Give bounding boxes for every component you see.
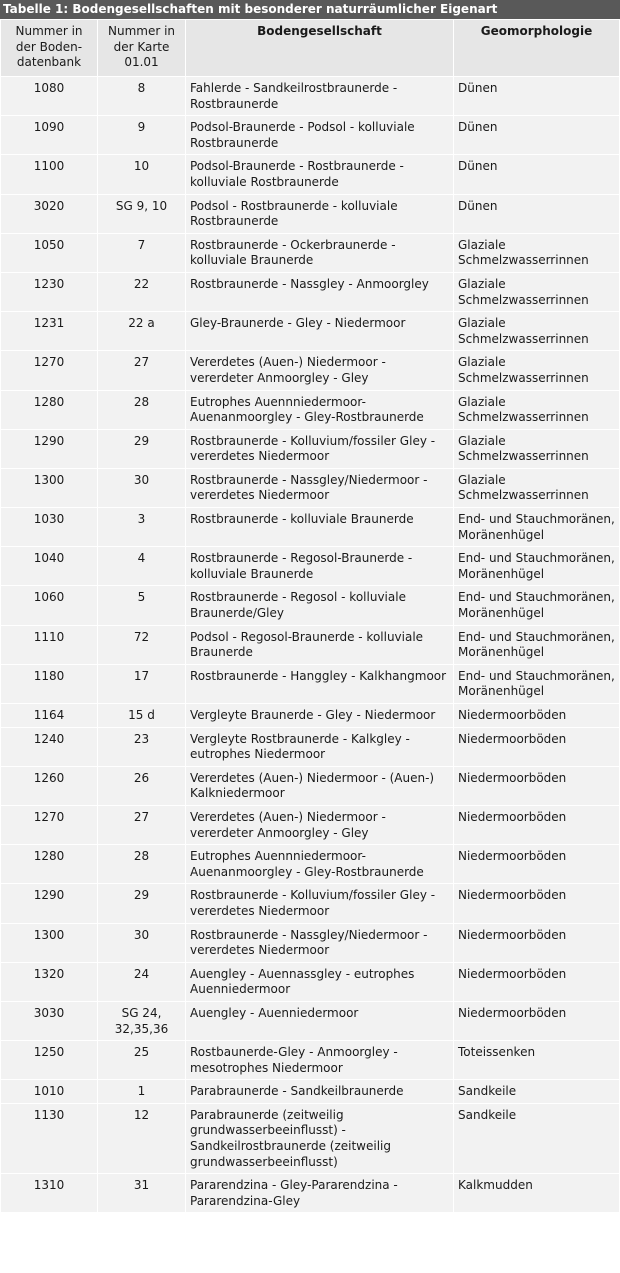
- cell-soil-association: Rostbraunerde - Hanggley - Kalkhangmoor: [186, 664, 454, 703]
- cell-soil-association: Parabraunerde - Sandkeilbraunerde: [186, 1080, 454, 1104]
- table-row: [1, 845, 620, 884]
- cell-db-number: 3030: [1, 1001, 98, 1040]
- cell-geomorphology: Niedermoorböden: [454, 845, 620, 884]
- table-row: [1, 233, 620, 272]
- table-row: [1, 351, 620, 390]
- cell-db-number: 1260: [1, 766, 98, 805]
- cell-geomorphology: Glaziale Schmelzwasserrinnen: [454, 390, 620, 429]
- cell-map-number: 28: [98, 390, 186, 429]
- table-row: [1, 468, 620, 507]
- table-row: [1, 1001, 620, 1040]
- cell-map-number: 22: [98, 272, 186, 311]
- table-row: [1, 312, 620, 351]
- cell-geomorphology: End- und Stauchmoränen, Moränenhügel: [454, 508, 620, 547]
- cell-map-number: 26: [98, 766, 186, 805]
- cell-geomorphology: Niedermoorböden: [454, 727, 620, 766]
- cell-map-number: 5: [98, 586, 186, 625]
- cell-db-number: 1164: [1, 704, 98, 728]
- cell-geomorphology: Dünen: [454, 116, 620, 155]
- cell-map-number: 1: [98, 1080, 186, 1104]
- cell-db-number: 1130: [1, 1103, 98, 1173]
- cell-geomorphology: Glaziale Schmelzwasserrinnen: [454, 312, 620, 351]
- cell-map-number: 30: [98, 468, 186, 507]
- table-row: [1, 766, 620, 805]
- cell-soil-association: Parabraunerde (zeitweilig grundwasserbeeinflusst) - Sandkeilrostbraunerde (zeitweilig grundwasserbeeinflusst): [186, 1103, 454, 1173]
- table-row: [1, 194, 620, 233]
- cell-db-number: 1060: [1, 586, 98, 625]
- table-row: [1, 727, 620, 766]
- table-caption: Tabelle 1: Bodengesellschaften mit besonderer naturräumlicher Eigenart: [0, 0, 620, 19]
- cell-db-number: 1110: [1, 625, 98, 664]
- table-row: [1, 1174, 620, 1213]
- cell-db-number: 1300: [1, 468, 98, 507]
- cell-db-number: 1270: [1, 805, 98, 844]
- cell-db-number: 1310: [1, 1174, 98, 1213]
- cell-soil-association: Fahlerde - Sandkeilrostbraunerde - Rostbraunerde: [186, 77, 454, 116]
- cell-db-number: 1300: [1, 923, 98, 962]
- cell-geomorphology: Dünen: [454, 77, 620, 116]
- cell-geomorphology: Sandkeile: [454, 1103, 620, 1173]
- cell-soil-association: Rostbaunerde-Gley - Anmoorgley - mesotrophes Niedermoor: [186, 1041, 454, 1080]
- cell-soil-association: Podsol - Rostbraunerde - kolluviale Rostbraunerde: [186, 194, 454, 233]
- cell-soil-association: Podsol - Regosol-Braunerde - kolluviale Braunerde: [186, 625, 454, 664]
- cell-geomorphology: End- und Stauchmoränen, Moränenhügel: [454, 625, 620, 664]
- header-geomorphology: Geomorphologie: [454, 20, 620, 77]
- cell-geomorphology: Glaziale Schmelzwasserrinnen: [454, 272, 620, 311]
- cell-db-number: 1080: [1, 77, 98, 116]
- cell-soil-association: Rostbraunerde - Kolluvium/fossiler Gley - vererdetes Niedermoor: [186, 884, 454, 923]
- cell-geomorphology: Glaziale Schmelzwasserrinnen: [454, 351, 620, 390]
- cell-db-number: 1231: [1, 312, 98, 351]
- cell-map-number: 12: [98, 1103, 186, 1173]
- cell-db-number: 1100: [1, 155, 98, 194]
- table-row: [1, 805, 620, 844]
- cell-map-number: 72: [98, 625, 186, 664]
- table-row: [1, 664, 620, 703]
- cell-geomorphology: Niedermoorböden: [454, 1001, 620, 1040]
- cell-map-number: 29: [98, 429, 186, 468]
- table-row: [1, 1041, 620, 1080]
- cell-db-number: 1320: [1, 962, 98, 1001]
- cell-soil-association: Rostbraunerde - kolluviale Braunerde: [186, 508, 454, 547]
- cell-map-number: SG 9, 10: [98, 194, 186, 233]
- cell-soil-association: Pararendzina - Gley-Pararendzina - Pararendzina-Gley: [186, 1174, 454, 1213]
- cell-map-number: 10: [98, 155, 186, 194]
- cell-soil-association: Gley-Braunerde - Gley - Niedermoor: [186, 312, 454, 351]
- cell-map-number: 9: [98, 116, 186, 155]
- cell-map-number: SG 24, 32,35,36: [98, 1001, 186, 1040]
- cell-soil-association: Podsol-Braunerde - Podsol - kolluviale Rostbraunerde: [186, 116, 454, 155]
- header-row: [1, 20, 620, 77]
- cell-db-number: 1040: [1, 547, 98, 586]
- table-row: [1, 155, 620, 194]
- table-row: [1, 390, 620, 429]
- cell-map-number: 24: [98, 962, 186, 1001]
- cell-map-number: 27: [98, 805, 186, 844]
- cell-geomorphology: Niedermoorböden: [454, 884, 620, 923]
- cell-map-number: 25: [98, 1041, 186, 1080]
- table-row: [1, 704, 620, 728]
- cell-db-number: 1090: [1, 116, 98, 155]
- table-row: [1, 77, 620, 116]
- cell-map-number: 30: [98, 923, 186, 962]
- cell-map-number: 4: [98, 547, 186, 586]
- cell-db-number: 1050: [1, 233, 98, 272]
- cell-geomorphology: Sandkeile: [454, 1080, 620, 1104]
- table-row: [1, 116, 620, 155]
- cell-geomorphology: End- und Stauchmoränen, Moränenhügel: [454, 664, 620, 703]
- cell-geomorphology: Niedermoorböden: [454, 962, 620, 1001]
- cell-map-number: 8: [98, 77, 186, 116]
- cell-map-number: 3: [98, 508, 186, 547]
- cell-soil-association: Vergleyte Braunerde - Gley - Niedermoor: [186, 704, 454, 728]
- cell-db-number: 1030: [1, 508, 98, 547]
- table-row: [1, 508, 620, 547]
- cell-db-number: 1280: [1, 845, 98, 884]
- table-row: [1, 429, 620, 468]
- cell-map-number: 27: [98, 351, 186, 390]
- table-row: [1, 884, 620, 923]
- cell-soil-association: Rostbraunerde - Kolluvium/fossiler Gley - vererdetes Niedermoor: [186, 429, 454, 468]
- cell-db-number: 1280: [1, 390, 98, 429]
- cell-geomorphology: Niedermoorböden: [454, 805, 620, 844]
- cell-map-number: 29: [98, 884, 186, 923]
- table-row: [1, 625, 620, 664]
- cell-soil-association: Rostbraunerde - Nassgley/Niedermoor - vererdetes Niedermoor: [186, 468, 454, 507]
- cell-soil-association: Rostbraunerde - Ockerbraunerde -kolluviale Braunerde: [186, 233, 454, 272]
- cell-geomorphology: Glaziale Schmelzwasserrinnen: [454, 429, 620, 468]
- cell-map-number: 23: [98, 727, 186, 766]
- cell-soil-association: Eutrophes Auennniedermoor-Auenanmoorgley - Gley-Rostbraunerde: [186, 390, 454, 429]
- cell-soil-association: Rostbraunerde - Regosol-Braunerde - kolluviale Braunerde: [186, 547, 454, 586]
- cell-map-number: 28: [98, 845, 186, 884]
- cell-geomorphology: Glaziale Schmelzwasserrinnen: [454, 468, 620, 507]
- header-db-number: Nummer in der Boden-datenbank: [1, 20, 98, 77]
- cell-geomorphology: End- und Stauchmoränen, Moränenhügel: [454, 586, 620, 625]
- cell-geomorphology: Niedermoorböden: [454, 704, 620, 728]
- table-row: [1, 1080, 620, 1104]
- cell-geomorphology: Niedermoorböden: [454, 923, 620, 962]
- table-row: [1, 923, 620, 962]
- table-row: [1, 962, 620, 1001]
- table-row: [1, 1103, 620, 1173]
- cell-soil-association: Rostbraunerde - Nassgley/Niedermoor - vererdetes Niedermoor: [186, 923, 454, 962]
- cell-map-number: 15 d: [98, 704, 186, 728]
- cell-db-number: 1010: [1, 1080, 98, 1104]
- cell-map-number: 17: [98, 664, 186, 703]
- header-soil-association: Bodengesellschaft: [186, 20, 454, 77]
- cell-soil-association: Vererdetes (Auen-) Niedermoor - (Auen-) Kalkniedermoor: [186, 766, 454, 805]
- table-row: [1, 586, 620, 625]
- cell-map-number: 7: [98, 233, 186, 272]
- cell-db-number: 1180: [1, 664, 98, 703]
- cell-db-number: 1230: [1, 272, 98, 311]
- table-row: [1, 272, 620, 311]
- cell-geomorphology: Toteissenken: [454, 1041, 620, 1080]
- cell-soil-association: Podsol-Braunerde - Rostbraunerde - kolluviale Rostbraunerde: [186, 155, 454, 194]
- cell-soil-association: Rostbraunerde - Regosol - kolluviale Braunerde/Gley: [186, 586, 454, 625]
- cell-map-number: 22 a: [98, 312, 186, 351]
- header-map-number: Nummer in der Karte 01.01: [98, 20, 186, 77]
- cell-geomorphology: Dünen: [454, 194, 620, 233]
- cell-geomorphology: Glaziale Schmelzwasserrinnen: [454, 233, 620, 272]
- cell-db-number: 1290: [1, 884, 98, 923]
- cell-soil-association: Eutrophes Auennniedermoor-Auenanmoorgley - Gley-Rostbraunerde: [186, 845, 454, 884]
- cell-soil-association: Rostbraunerde - Nassgley - Anmoorgley: [186, 272, 454, 311]
- cell-db-number: 1250: [1, 1041, 98, 1080]
- cell-soil-association: Vergleyte Rostbraunerde - Kalkgley - eutrophes Niedermoor: [186, 727, 454, 766]
- cell-soil-association: Auengley - Auenniedermoor: [186, 1001, 454, 1040]
- table-body: [1, 77, 620, 1213]
- cell-soil-association: Vererdetes (Auen-) Niedermoor - vererdeter Anmoorgley - Gley: [186, 351, 454, 390]
- cell-geomorphology: End- und Stauchmoränen, Moränenhügel: [454, 547, 620, 586]
- cell-soil-association: Vererdetes (Auen-) Niedermoor - vererdeter Anmoorgley - Gley: [186, 805, 454, 844]
- cell-geomorphology: Kalkmudden: [454, 1174, 620, 1213]
- table-row: [1, 547, 620, 586]
- cell-db-number: 1270: [1, 351, 98, 390]
- cell-geomorphology: Niedermoorböden: [454, 766, 620, 805]
- cell-map-number: 31: [98, 1174, 186, 1213]
- cell-db-number: 1240: [1, 727, 98, 766]
- cell-geomorphology: Dünen: [454, 155, 620, 194]
- cell-db-number: 1290: [1, 429, 98, 468]
- cell-db-number: 3020: [1, 194, 98, 233]
- cell-soil-association: Auengley - Auennassgley - eutrophes Auenniedermoor: [186, 962, 454, 1001]
